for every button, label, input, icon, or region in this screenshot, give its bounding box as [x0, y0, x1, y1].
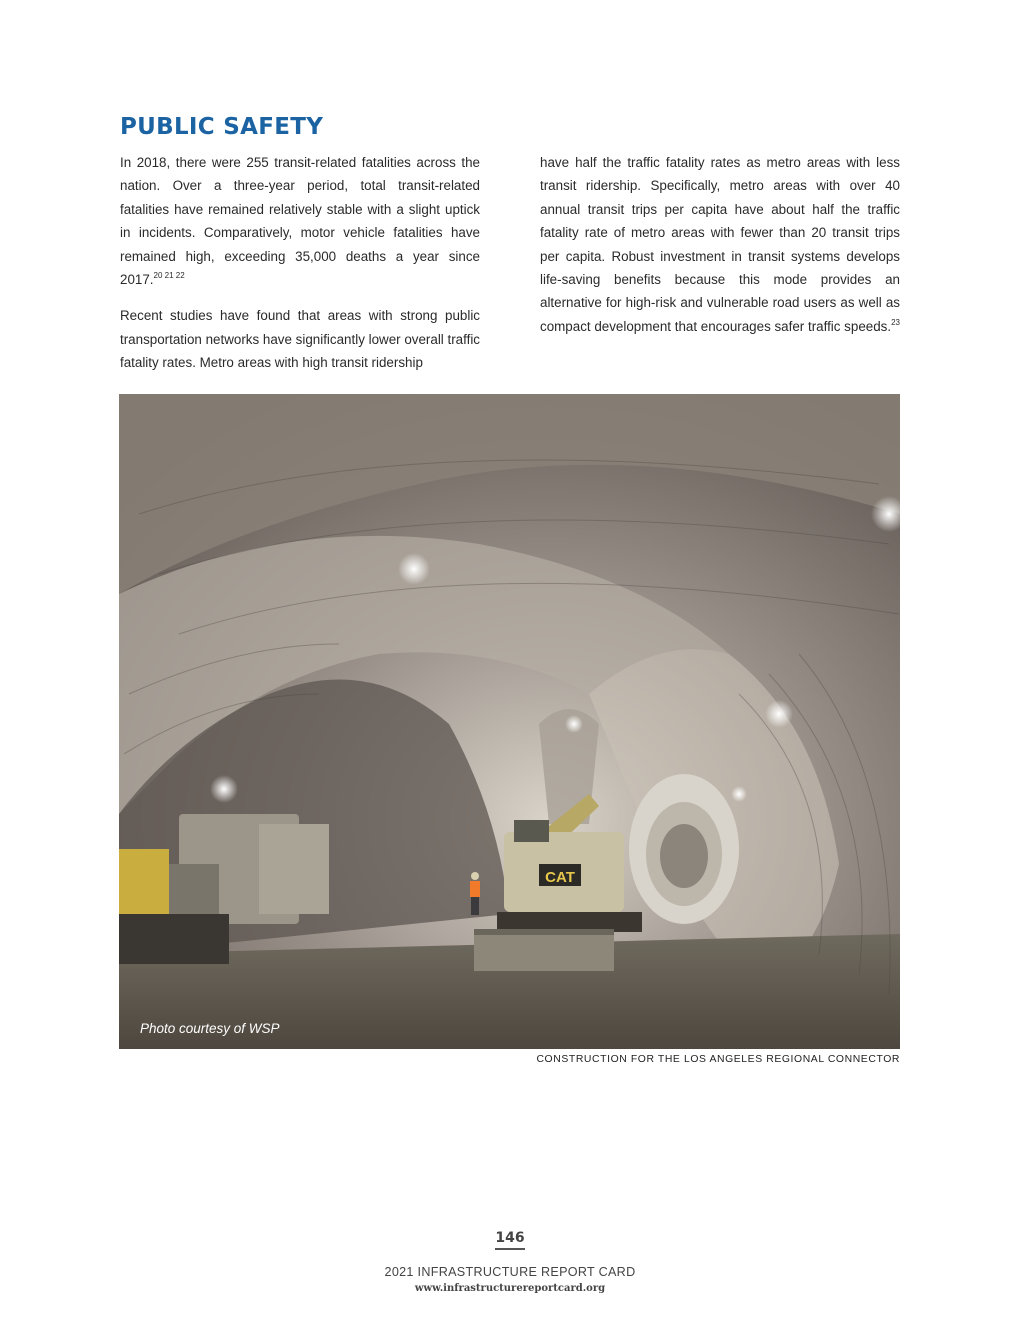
- paragraph-ridership: [540, 151, 900, 338]
- right-text-column: [540, 151, 900, 351]
- photo-credit: Photo courtesy of WSP: [140, 1021, 280, 1036]
- page-number-text: 146: [495, 1230, 524, 1250]
- paragraph-studies: [120, 304, 480, 374]
- footer-url[interactable]: www.infrastructurereportcard.org: [414, 1283, 606, 1294]
- paragraph-studies-text: Recent studies have found that areas with strong public transportation networks have significantly lower overall traffic fatality rates. Metro areas with high transit ridership: [120, 308, 480, 371]
- cat-logo: CAT: [545, 869, 575, 886]
- footnote-refs[interactable]: 20 21 22: [153, 271, 185, 281]
- section-heading: PUBLIC SAFETY: [120, 114, 324, 140]
- tunnel-construction-photo: [119, 394, 900, 1049]
- page-number: [0, 1229, 1020, 1250]
- footer-title: 2021 INFRASTRUCTURE REPORT CARD: [384, 1265, 636, 1279]
- paragraph-fatalities-text: In 2018, there were 255 transit-related fatalities across the nation. Over a three-year period, total transit-related fatalities have remained relatively stable with a slight uptick in incidents. Comparatively, motor vehicle fatalities have remained high, exceeding 35,000 deaths a year since 2017.: [120, 155, 480, 288]
- footnote-ref[interactable]: 23: [891, 317, 900, 327]
- photo-caption: CONSTRUCTION FOR THE LOS ANGELES REGIONAL CONNECTOR: [536, 1054, 900, 1065]
- tunnel-illustration: [119, 394, 900, 1049]
- paragraph-fatalities: [120, 151, 480, 291]
- left-text-column: [120, 151, 480, 388]
- paragraph-ridership-text: have half the traffic fatality rates as metro areas with less transit ridership. Specifically, metro areas with over 40 annual transit trips per capita have about half the traffic fatality rate of metro areas with fewer than 20 transit trips per capita. Robust investment in transit systems develops life-saving benefits because this mode provides an alternative for high-risk and vulnerable road users as well as compact development that encourages safer traffic speeds.: [540, 155, 900, 334]
